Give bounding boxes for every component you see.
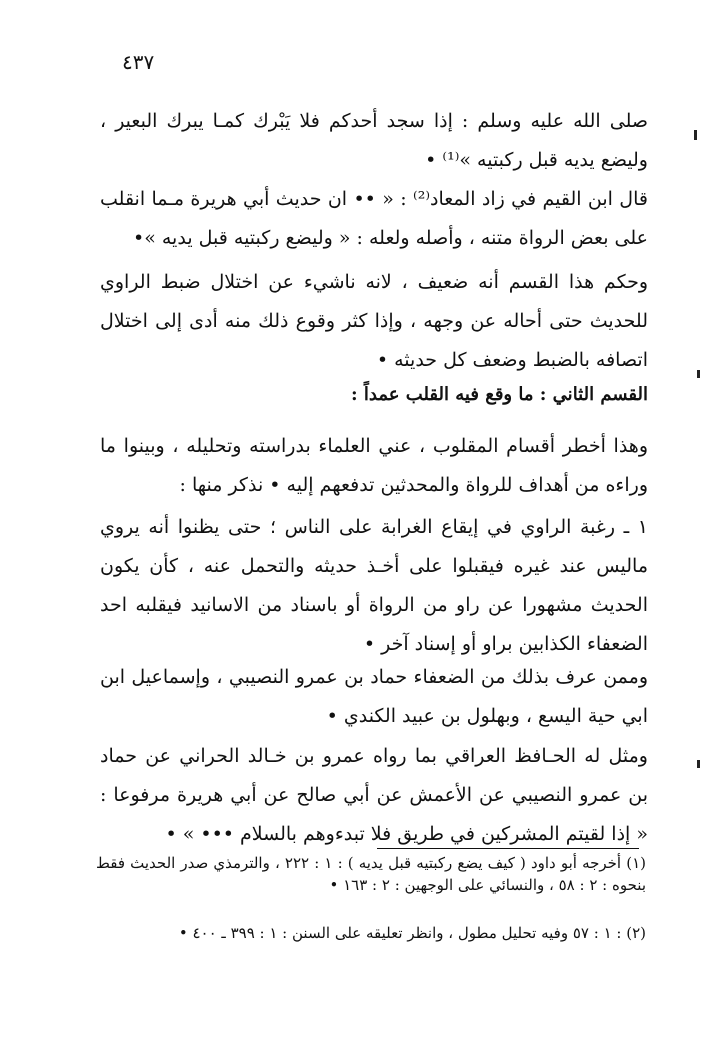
margin-mark bbox=[697, 370, 700, 378]
footnote-2: (٢) : ١ : ٥٧ وفيه تحليل مطول ، وانظر تعليقه على السنن : ١ : ٣٩٩ ـ ٤٠٠ • bbox=[178, 924, 646, 942]
margin-mark bbox=[694, 130, 697, 140]
paragraph-ruling: وحكم هذا القسم أنه ضعيف ، لانه ناشيء عن اختلال ضبط الراوي للحديث حتى أحاله عن وجهه ، وإذا كثر وقوع ذلك منه أدى إلى اختلال اتصافه بالضبط وضعف كل حديثه • bbox=[100, 271, 648, 371]
paragraph-hadith-end: صلى الله عليه وسلم : إذا سجد أحدكم فلا يَبْرك كمـا يبرك البعير ، وليضع يديه قبل ركبتيه »⁽¹⁾ • bbox=[100, 110, 648, 171]
margin-mark bbox=[697, 760, 700, 768]
paragraph-reason-1: ١ ـ رغبة الراوي في إيقاع الغرابة على الناس ؛ حتى يظنوا أنه يروي ماليس عند غيره فيقبلوا على أخـذ حديثه والتحمل عنه ، كأن يكون الحديث مشهورا عن راو من الرواة أو باسناد من الاسانيد فيقلبه احد الضعفاء الكذابين براو أو إسناد آخر • bbox=[100, 516, 648, 655]
paragraph-example: ومثل له الحـافظ العراقي بما رواه عمرو بن خـالد الحراني عن حماد بن عمرو النصيبي عن الأعمش عن أبي صالح عن أبي هريرة مرفوعا : « إذا لقيتم المشركين في طريق فلا تبدءوهم بالسلام ••• » • bbox=[100, 745, 648, 845]
footnote-divider bbox=[377, 848, 639, 849]
footnote-1: (١) أخرجه أبو داود ( كيف يضع ركبتيه قبل يديه ) : ١ : ٢٢٢ ، والترمذي صدر الحديث فقط بنحوه : ٢ : ٥٨ ، والنسائي على الوجهين : ٢ : ١٦٣ • bbox=[96, 854, 646, 894]
section-heading: القسم الثاني : ما وقع فيه القلب عمداً : bbox=[351, 384, 648, 405]
paragraph-ibn-qayyim: قال ابن القيم في زاد المعاد⁽²⁾ : « •• ان حديث أبي هريرة مـما انقلب على بعض الرواة متنه ، وأصله ولعله : « وليضع ركبتيه قبل يديه »• bbox=[100, 188, 648, 249]
paragraph-intro: وهذا أخطر أقسام المقلوب ، عني العلماء بدراسته وتحليله ، وبينوا ما وراءه من أهداف للرواة والمحدثين تدفعهم إليه • نذكر منها : bbox=[100, 435, 648, 496]
paragraph-known-narrators: وممن عرف بذلك من الضعفاء حماد بن عمرو النصيبي ، وإسماعيل ابن ابي حية اليسع ، وبهلول بن عبيد الكندي • bbox=[100, 666, 648, 727]
page-number: ٤٣٧ bbox=[122, 50, 155, 74]
